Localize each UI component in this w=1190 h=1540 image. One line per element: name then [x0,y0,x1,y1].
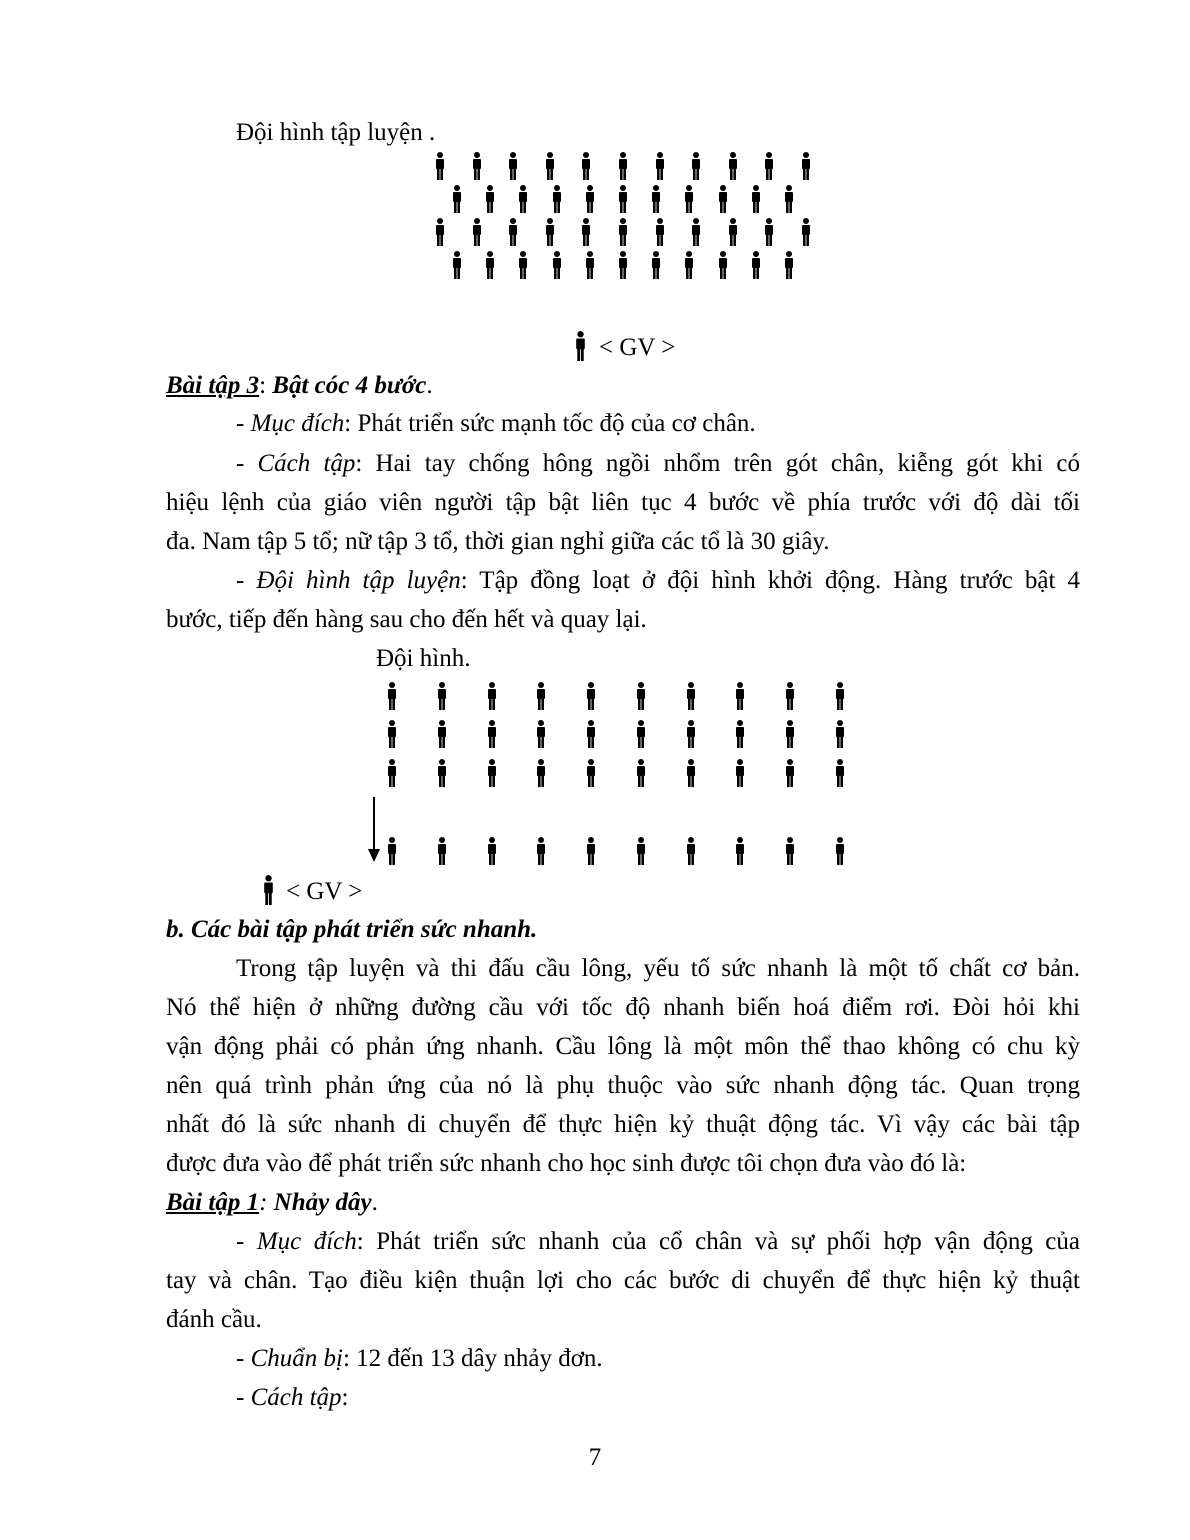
person-icon [436,720,448,748]
person-icon [784,759,796,787]
person-icon [683,251,695,279]
formation1-row [434,218,812,246]
person-icon [551,251,563,279]
person-icon [451,185,463,213]
formation2-label: Đội hình. [376,645,471,672]
person-icon [750,185,762,213]
person-icon [654,218,666,246]
person-icon [834,720,846,748]
person-icon [734,682,746,710]
person-icon [535,682,547,710]
person-icon [617,251,629,279]
exercise3-method-line3: đa. Nam tập 5 tổ; nữ tập 3 tổ, thời gian nghỉ giữa các tổ là 30 giây. [166,528,830,555]
exercise3-formation-line2: bước, tiếp đến hàng sau cho đến hết và quay lại. [166,606,647,633]
person-icon [727,152,739,180]
formation1-label: Đội hình tập luyện . [236,119,436,146]
section-b-para-line: Trong tập luyện và thi đấu cầu lông, yếu tố sức nhanh là một tố chất cơ bản. [236,955,1080,982]
person-icon [585,720,597,748]
person-icon [584,185,596,213]
person-icon [551,185,563,213]
person-icon [783,185,795,213]
teacher-icon [574,331,587,361]
section-b-para-line: nhất đó là sức nhanh di chuyển để thực hiện kỷ thuật động tác. Vì vậy các bài tập [166,1111,1080,1138]
person-icon [635,720,647,748]
person-icon [685,759,697,787]
formation1-teacher-label: < GV > [599,334,676,361]
person-icon [517,251,529,279]
person-icon [734,759,746,787]
person-icon [507,152,519,180]
person-icon [544,152,556,180]
person-icon [784,682,796,710]
formation2-row [386,682,846,710]
person-icon [434,218,446,246]
formation2-teacher-label: < GV > [286,878,363,905]
exercise1-purpose-line2: tay và chân. Tạo điều kiện thuận lợi cho các bước di chuyển để thực hiện kỷ thuật [166,1267,1080,1294]
person-icon [486,682,498,710]
page-number: 7 [588,1444,602,1471]
person-icon [783,251,795,279]
person-icon [580,218,592,246]
person-icon [685,682,697,710]
formation2-row [386,837,846,865]
person-icon [434,152,446,180]
person-icon [650,185,662,213]
exercise3-heading: Bài tập 3: Bật cóc 4 bước. [166,372,433,399]
exercise3-formation-line1: - Đội hình tập luyện: Tập đồng loạt ở đội hình khởi động. Hàng trước bật 4 [236,567,1080,594]
person-icon [471,218,483,246]
section-b-heading: b. Các bài tập phát triển sức nhanh. [166,916,538,943]
person-icon [690,152,702,180]
person-icon [544,218,556,246]
exercise1-purpose-line3: đánh cầu. [166,1306,262,1333]
person-icon [484,251,496,279]
person-icon [734,837,746,865]
person-icon [617,185,629,213]
person-icon [800,218,812,246]
section-b-para-line: nên quá trình phản ứng của nó là phụ thuộc vào sức nhanh động tác. Quan trọng [166,1072,1080,1099]
person-icon [617,218,629,246]
person-icon [717,185,729,213]
person-icon [654,152,666,180]
person-icon [734,720,746,748]
person-icon [535,759,547,787]
exercise1-purpose-line1: - Mục đích: Phát triển sức nhanh của cổ chân và sự phối hợp vận động của [236,1228,1080,1255]
person-icon [635,759,647,787]
person-icon [386,720,398,748]
formation1-row [451,185,795,213]
section-b-para-line: Nó thể hiện ở những đường cầu với tốc độ nhanh biến hoá điểm rơi. Đòi hỏi khi [166,994,1080,1021]
person-icon [451,251,463,279]
person-icon [517,185,529,213]
person-icon [650,251,662,279]
person-icon [763,152,775,180]
person-icon [727,218,739,246]
person-icon [436,682,448,710]
person-icon [486,837,498,865]
exercise1-prep: - Chuẩn bị: 12 đến 13 dây nhảy đơn. [236,1345,603,1372]
person-icon [584,251,596,279]
exercise3-purpose: - Mục đích: Phát triển sức mạnh tốc độ của cơ chân. [236,410,756,437]
person-icon [486,759,498,787]
person-icon [683,185,695,213]
person-icon [763,218,775,246]
person-icon [834,682,846,710]
person-icon [436,759,448,787]
person-icon [386,682,398,710]
person-icon [690,218,702,246]
section-b-para-line: vận động phải có phản ứng nhanh. Cầu lông là một môn thể thao không có chu kỳ [166,1033,1080,1060]
person-icon [685,837,697,865]
person-icon [486,720,498,748]
exercise1-method: - Cách tập: [236,1384,349,1411]
teacher-icon [262,875,275,905]
person-icon [436,837,448,865]
person-icon [484,185,496,213]
person-icon [585,837,597,865]
person-icon [585,682,597,710]
person-icon [717,251,729,279]
person-icon [784,837,796,865]
person-icon [585,759,597,787]
person-icon [834,837,846,865]
section-b-para-line: được đưa vào để phát triển sức nhanh cho học sinh được tôi chọn đưa vào đó là: [166,1150,967,1177]
person-icon [471,152,483,180]
person-icon [784,720,796,748]
person-icon [800,152,812,180]
formation2-row [386,720,846,748]
formation1-row [434,152,812,180]
formation2-row [386,759,846,787]
person-icon [507,218,519,246]
person-icon [685,720,697,748]
person-icon [834,759,846,787]
exercise3-method-line2: hiệu lệnh của giáo viên người tập bật liên tục 4 bước về phía trước với độ dài tối [166,489,1080,516]
arrow-down-icon [367,797,381,863]
person-icon [580,152,592,180]
exercise1-heading: Bài tập 1: Nhảy dây. [166,1189,378,1216]
person-icon [386,837,398,865]
person-icon [386,759,398,787]
person-icon [535,720,547,748]
person-icon [750,251,762,279]
formation1-row [451,251,795,279]
person-icon [635,682,647,710]
person-icon [635,837,647,865]
person-icon [535,837,547,865]
person-icon [617,152,629,180]
exercise3-method-line1: - Cách tập: Hai tay chống hông ngồi nhổm trên gót chân, kiễng gót khi có [236,450,1080,477]
